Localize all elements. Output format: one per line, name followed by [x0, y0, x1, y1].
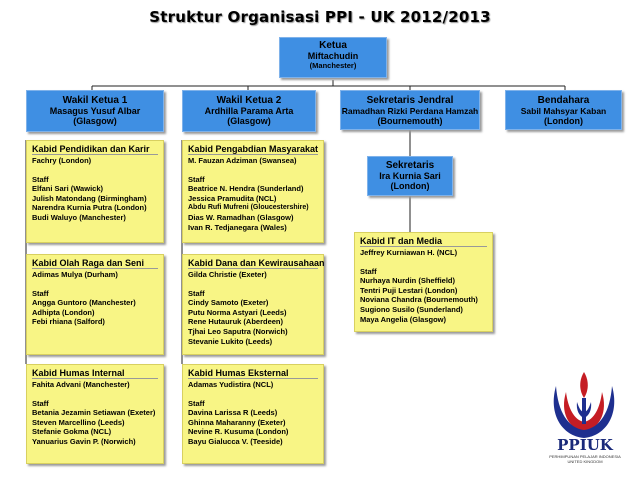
staff-member: Ivan R. Tedjanegara (Wales)	[188, 222, 287, 232]
sekjen-box	[340, 90, 480, 130]
ketua-name: Miftachudin	[307, 51, 359, 61]
staff-member: Julish Matondang (Birmingham)	[32, 193, 147, 203]
staff-member: Stefanie Gokma (NCL)	[32, 427, 112, 437]
staff-label: Staff	[360, 266, 377, 276]
bendahara-role: Bendahara	[537, 95, 590, 106]
staff-member: Angga Guntoro (Manchester)	[32, 298, 136, 308]
division-head: Kabid Pengabdian Masyarakat	[188, 144, 319, 154]
wakil2-role: Wakil Ketua 2	[216, 95, 282, 106]
logo-subtitle: PERHIMPUNAN PELAJAR INDONESIA UNITED KINGDOM	[549, 454, 621, 464]
division-head: Kabid Pendidikan dan Karir	[32, 144, 158, 155]
wakil1-box	[26, 90, 164, 132]
staff-label: Staff	[32, 398, 49, 408]
staff-member: Budi Waluyo (Manchester)	[32, 212, 126, 222]
wakil2-name: Ardhilla Parama Arta	[204, 106, 294, 116]
ketua-box	[279, 37, 387, 78]
staff-member: Adhipta (London)	[32, 307, 95, 317]
chart-title: Struktur Organisasi PPI - UK 2012/2013	[149, 8, 491, 26]
division-lead: Adimas Mulya (Durham)	[32, 270, 118, 279]
staff-member: Nevine R. Kusuma (London)	[188, 427, 289, 437]
sekretaris-name: Ira Kurnia Sari	[379, 171, 441, 181]
staff-label: Staff	[32, 174, 49, 184]
division-lead: Jeffrey Kurniawan H. (NCL)	[360, 248, 458, 257]
sekretaris-city: (London)	[390, 181, 430, 191]
sekretaris-box	[367, 156, 453, 196]
staff-label: Staff	[188, 174, 205, 184]
staff-member: Rene Hutauruk (Aberdeen)	[188, 317, 284, 327]
division-humas-eksternal	[182, 364, 324, 464]
staff-member: Davina Larissa R (Leeds)	[188, 408, 278, 418]
sekjen-name: Ramadhan Rizki Perdana Hamzah	[341, 106, 479, 116]
division-lead: Gilda Christie (Exeter)	[188, 270, 267, 279]
sekjen-role: Sekretaris Jendral	[366, 95, 454, 106]
division-head: Kabid Humas Internal	[32, 368, 158, 379]
staff-member: Cindy Samoto (Exeter)	[188, 298, 269, 308]
logo-name: PPIUK	[557, 436, 613, 454]
staff-member: Ghinna Maharanny (Exeter)	[188, 417, 286, 427]
division-olahraga	[26, 254, 164, 355]
division-it-media	[354, 232, 493, 332]
division-head: Kabid Humas Eksternal	[188, 368, 318, 379]
staff-member: Noviana Chandra (Bournemouth)	[360, 295, 478, 305]
wakil2-city: (Glasgow)	[227, 116, 271, 126]
division-lead: Adamas Yudistira (NCL)	[188, 380, 274, 389]
staff-member: Dias W. Ramadhan (Glasgow)	[188, 212, 294, 222]
ketua-role: Ketua	[319, 40, 347, 51]
staff-label: Staff	[32, 288, 49, 298]
wakil1-city: (Glasgow)	[73, 116, 117, 126]
wakil1-role: Wakil Ketua 1	[62, 95, 128, 106]
bendahara-name: Sabil Mahsyar Kaban	[520, 106, 607, 116]
staff-label: Staff	[188, 398, 205, 408]
division-head: Kabid IT dan Media	[360, 236, 487, 247]
sekretaris-role: Sekretaris	[385, 160, 435, 171]
staff-member: Yanuarius Gavin P. (Norwich)	[32, 436, 136, 446]
division-lead: Fachry (London)	[32, 156, 92, 165]
division-head: Kabid Olah Raga dan Seni	[32, 258, 158, 269]
wakil1-name: Masagus Yusuf Albar	[49, 106, 141, 116]
staff-member: Abdu Rufi Mufreni (Gloucestershire)	[188, 204, 309, 212]
division-lead: Fahita Advani (Manchester)	[32, 380, 130, 389]
division-lead: M. Fauzan Adziman (Swansea)	[188, 156, 297, 165]
division-humas-internal	[26, 364, 164, 464]
staff-member: Bayu Gialucca V. (Teeside)	[188, 436, 283, 446]
ketua-city: (Manchester)	[309, 61, 357, 70]
sekjen-city: (Bournemouth)	[377, 116, 443, 126]
staff-label: Staff	[188, 288, 205, 298]
staff-member: Putu Norma Astyari (Leeds)	[188, 307, 287, 317]
staff-member: Steven Marcellino (Leeds)	[32, 417, 125, 427]
staff-member: Elfani Sari (Wawick)	[32, 184, 103, 194]
staff-member: Betania Jezamin Setiawan (Exeter)	[32, 408, 156, 418]
division-pengabdian	[182, 140, 324, 243]
staff-member: Maya Angelia (Glasgow)	[360, 314, 446, 324]
staff-member: Febi rhiana (Salford)	[32, 317, 105, 327]
staff-member: Tentri Puji Lestari (London)	[360, 285, 458, 295]
staff-member: Narendra Kurnia Putra (London)	[32, 203, 147, 213]
staff-member: Nurhaya Nurdin (Sheffield)	[360, 276, 456, 286]
bendahara-city: (London)	[544, 116, 583, 126]
division-pendidikan	[26, 140, 164, 243]
staff-member: Jessica Pramudita (NCL)	[188, 193, 277, 203]
division-head: Kabid Dana dan Kewirausahaan	[188, 258, 325, 268]
staff-member: Tjhai Leo Saputra (Norwich)	[188, 326, 288, 336]
bendahara-box	[505, 90, 622, 130]
division-dana	[182, 254, 324, 355]
wakil2-box	[182, 90, 316, 132]
staff-member: Stevanie Lukito (Leeds)	[188, 336, 273, 346]
staff-member: Beatrice N. Hendra (Sunderland)	[188, 184, 304, 194]
staff-member: Sugiono Susilo (Sunderland)	[360, 304, 463, 314]
